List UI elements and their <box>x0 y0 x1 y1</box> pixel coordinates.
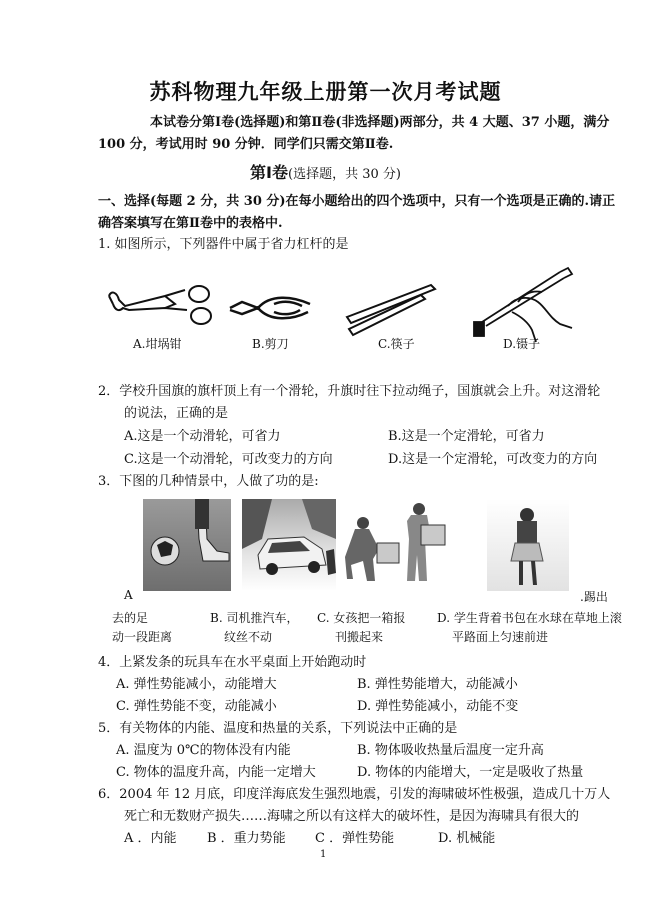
q1-label-d: D.镊子 <box>503 337 541 351</box>
q5-option-c: C. 物体的温度升高，内能一定增大 <box>116 765 316 780</box>
q6-option-a: A ．内能 <box>124 831 177 846</box>
crucible-tongs-icon <box>105 282 215 330</box>
q3-caption-d-1: D. 学生背着书包在水球在草地上滚 <box>437 611 622 625</box>
q4-option-a: A. 弹性势能减小，动能增大 <box>116 677 277 692</box>
q2-stem-line-1: 2．学校升国旗的旗杆顶上有一个滑轮，升旗时往下拉动绳子，国旗就会上升。对这滑轮 <box>98 384 601 399</box>
q1-label-b: B.剪刀 <box>252 337 289 351</box>
instruction-line-2: 确答案填写在第Ⅱ卷中的表格中. <box>98 216 283 231</box>
intro-line-1: 本试卷分第Ⅰ卷(选择题)和第Ⅱ卷(非选择题)两部分，共 4 大题、37 小题，满分 <box>150 115 610 130</box>
q3-caption-b-1: B. 司机推汽车， <box>210 611 299 625</box>
q3-caption-a-2: 动一段距离 <box>112 630 173 644</box>
q3-caption-b-2: 纹丝不动 <box>224 630 273 644</box>
q4-stem: 4．上紧发条的玩具车在水平桌面上开始跑动时 <box>98 655 367 670</box>
q1-label-c: C.筷子 <box>378 337 415 351</box>
q6-stem-line-2: 死亡和无数财产损失……海啸之所以有这样大的破坏性，是因为海啸具有很大的 <box>124 809 580 824</box>
q5-option-b: B. 物体吸收热量后温度一定升高 <box>357 743 544 758</box>
q6-option-b: B ．重力势能 <box>207 831 286 846</box>
q6-option-d: D. 机械能 <box>438 831 496 846</box>
q3-caption-c-2: 刊搬起来 <box>335 630 384 644</box>
chopsticks-icon <box>345 283 437 337</box>
q2-option-c: C.这是一个动滑轮，可改变力的方向 <box>124 452 333 467</box>
schoolbag-walking-photo <box>487 499 569 591</box>
instruction-line-1: 一、选择(每题 2 分，共 30 分)在每小题给出的四个选项中，只有一个选项是正确的.请正 <box>98 194 616 209</box>
lifting-box-photo <box>345 499 463 591</box>
page-title: 苏科物理九年级上册第一次月考试题 <box>149 80 502 104</box>
q2-stem-line-2: 的说法，正确的是 <box>124 406 229 421</box>
page-number: 1 <box>320 849 327 860</box>
q6-option-c: C ．弹性势能 <box>315 831 395 846</box>
q4-option-c: C. 弹性势能不变，动能减小 <box>116 699 277 714</box>
q1-stem: 1. 如图所示，下列器件中属于省力杠杆的是 <box>98 237 349 252</box>
q2-option-b: B.这是一个定滑轮，可省力 <box>388 429 545 444</box>
pushing-car-photo <box>242 499 336 591</box>
q2-option-a: A.这是一个动滑轮，可省力 <box>124 429 281 444</box>
q3-label-a: A <box>124 588 133 602</box>
q6-stem-line-1: 6．2004 年 12 月底，印度洋海底发生强烈地震，引发的海啸破坏性极强，造成几十万人 <box>98 787 611 802</box>
q3-caption-c-1: C. 女孩把一箱报 <box>317 611 406 625</box>
q1-label-a: A.坩埚钳 <box>133 337 182 351</box>
q3-label-a-tail: .踢出 <box>580 590 608 604</box>
q5-option-d: D. 物体的内能增大，一定是吸收了热量 <box>357 765 584 780</box>
intro-line-2: 100 分，考试用时 90 分钟．同学们只需交第Ⅱ卷. <box>98 137 394 152</box>
scissors-icon <box>228 292 314 328</box>
kicked-ball-photo <box>143 499 231 591</box>
q4-option-b: B. 弹性势能增大，动能减小 <box>357 677 518 692</box>
tweezers-icon <box>468 266 578 346</box>
q3-caption-a-1: 去的足 <box>112 611 149 625</box>
q4-option-d: D. 弹性势能减小，动能不变 <box>357 699 519 714</box>
section-title: 第Ⅰ卷 <box>250 163 288 182</box>
q5-option-a: A. 温度为 0℃的物体没有内能 <box>116 743 291 758</box>
q3-stem: 3．下图的几种情景中，人做了功的是: <box>98 474 319 489</box>
q5-stem: 5．有关物体的内能、温度和热量的关系，下列说法中正确的是 <box>98 721 458 736</box>
section-note: (选择题，共 30 分) <box>288 167 401 182</box>
section-heading <box>0 160 651 183</box>
q3-caption-d-2: 平路面上匀速前进 <box>452 630 549 644</box>
q2-option-d: D.这是一个定滑轮，可改变力的方向 <box>388 452 598 467</box>
